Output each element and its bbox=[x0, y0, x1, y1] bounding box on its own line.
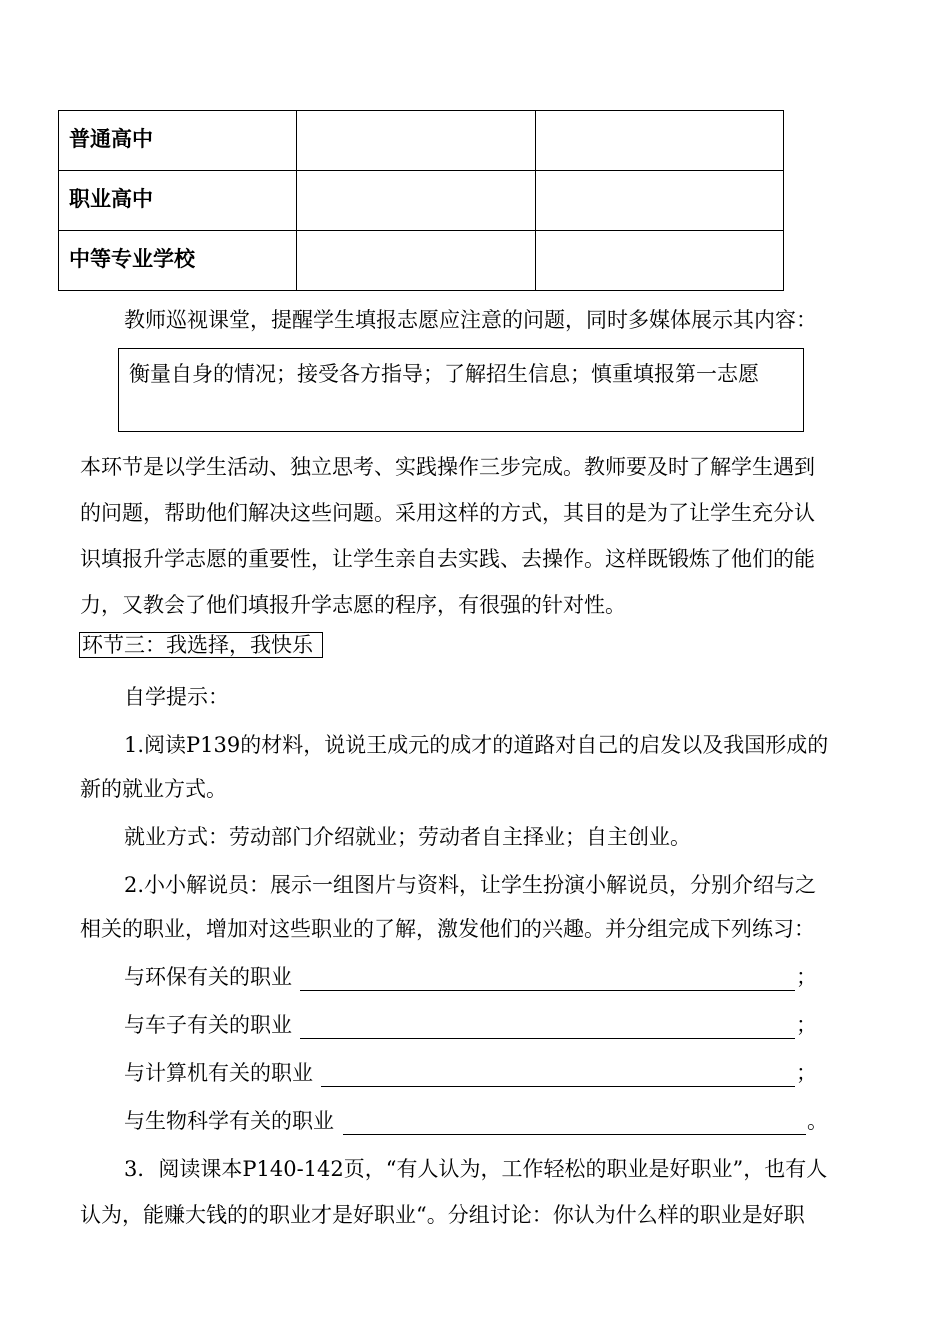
fill-blank-suffix: 。 bbox=[807, 1109, 828, 1133]
employment-text: 就业方式：劳动部门介绍就业；劳动者自主择业；自主创业。 bbox=[124, 825, 691, 849]
fill-blank-prefix: 与计算机有关的职业 bbox=[124, 1061, 313, 1085]
section-title-box bbox=[79, 632, 323, 658]
table-cell-empty bbox=[297, 111, 536, 171]
self-study-heading: 自学提示： bbox=[124, 685, 229, 709]
table-cell-empty bbox=[297, 171, 536, 231]
summary-line: 的问题，帮助他们解决这些问题。采用这样的方式，其目的是为了让学生充分认 bbox=[80, 501, 815, 525]
summary-line: 本环节是以学生活动、独立思考、实践操作三步完成。教师要及时了解学生遇到 bbox=[80, 455, 815, 479]
item3-line: 3．阅读课本P140-142页，“有人认为，工作轻松的职业是好职业”，也有人 bbox=[124, 1157, 828, 1181]
summary-line: 力，又教会了他们填报升学志愿的程序，有很强的针对性。 bbox=[80, 593, 626, 617]
table-cell-label: 普通高中 bbox=[59, 111, 297, 171]
teacher-patrol-text: 教师巡视课堂，提醒学生填报志愿应注意的问题，同时多媒体展示其内容： bbox=[124, 308, 817, 332]
table-row bbox=[59, 231, 784, 291]
item2-line: 2.小小解说员：展示一组图片与资料，让学生扮演小解说员，分别介绍与之 bbox=[124, 873, 817, 897]
item3-line: 认为，能赚大钱的的职业才是好职业“。分组讨论：你认为什么样的职业是好职 bbox=[80, 1203, 805, 1227]
table-cell-empty bbox=[536, 231, 784, 291]
table-cell-empty bbox=[536, 171, 784, 231]
item2-line: 相关的职业，增加对这些职业的了解，激发他们的兴趣。并分组完成下列练习： bbox=[80, 917, 815, 941]
fill-blank-prefix: 与生物科学有关的职业 bbox=[124, 1109, 334, 1133]
table-row bbox=[59, 111, 784, 171]
fill-blank-suffix: ； bbox=[796, 1061, 817, 1085]
table-cell-label: 中等专业学校 bbox=[59, 231, 297, 291]
fill-blank-suffix: ； bbox=[796, 1013, 817, 1037]
fill-blank-prefix: 与车子有关的职业 bbox=[124, 1013, 292, 1037]
answer-blank-line bbox=[300, 990, 795, 991]
table-cell-label: 职业高中 bbox=[59, 171, 297, 231]
item1-line: 1.阅读P139的材料，说说王成元的成才的道路对自己的启发以及我国形成的 bbox=[124, 733, 829, 757]
table-row bbox=[59, 171, 784, 231]
section-title: 环节三：我选择，我快乐 bbox=[82, 633, 313, 657]
fill-blank-suffix: ； bbox=[796, 965, 817, 989]
table-cell-empty bbox=[536, 111, 784, 171]
answer-blank-line bbox=[300, 1038, 795, 1039]
tips-box bbox=[118, 348, 804, 432]
item1-line: 新的就业方式。 bbox=[80, 777, 227, 801]
answer-blank-line bbox=[321, 1086, 795, 1087]
school-type-table bbox=[58, 110, 784, 291]
tips-box-text: 衡量自身的情况；接受各方指导；了解招生信息；慎重填报第一志愿 bbox=[129, 362, 759, 386]
table-cell-empty bbox=[297, 231, 536, 291]
fill-blank-prefix: 与环保有关的职业 bbox=[124, 965, 292, 989]
summary-line: 识填报升学志愿的重要性，让学生亲自去实践、去操作。这样既锻炼了他们的能 bbox=[80, 547, 815, 571]
answer-blank-line bbox=[343, 1134, 806, 1135]
